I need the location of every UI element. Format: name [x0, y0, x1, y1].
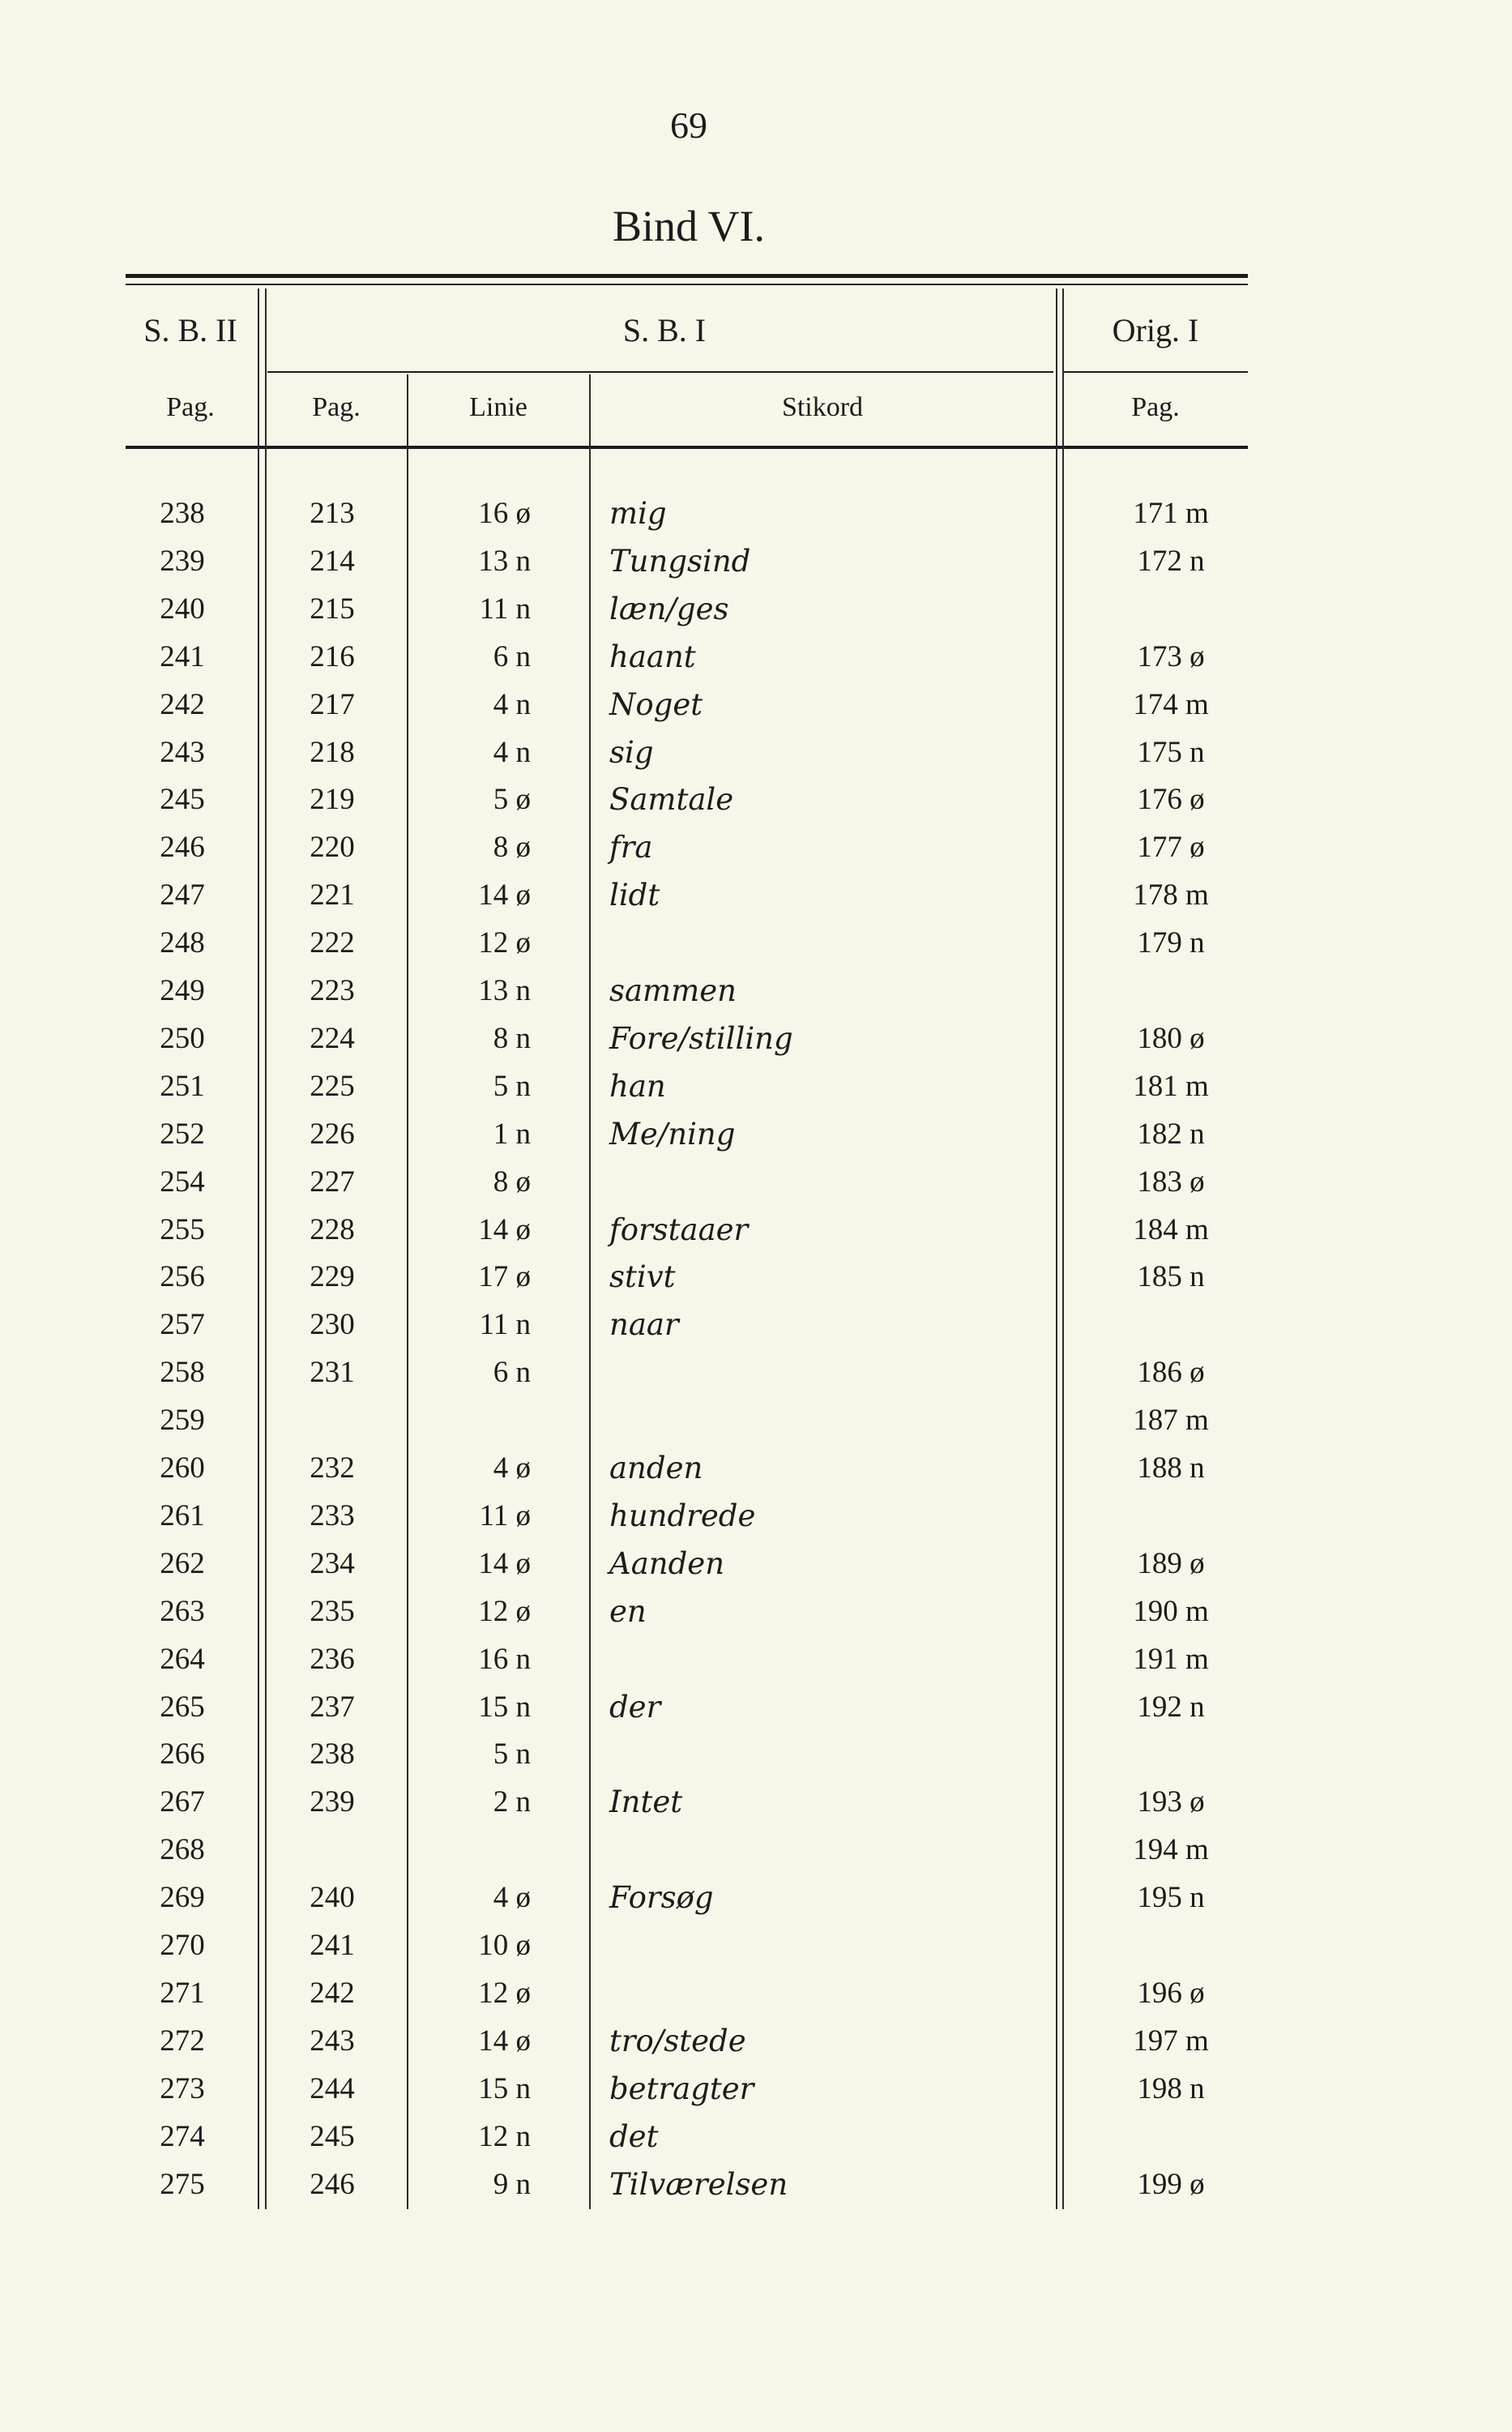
- cell-linie: 12 ø: [478, 1594, 531, 1628]
- header-orig: Orig. I: [1112, 312, 1199, 348]
- cell-sb1-pag: 242: [310, 1976, 355, 2010]
- cell-sb1-pag: 218: [310, 735, 355, 769]
- cell-orig-pag: 186 ø: [1137, 1356, 1205, 1390]
- cell-sb1-pag: 215: [310, 592, 355, 626]
- table-row: [0, 776, 1512, 823]
- cell-sb2-pag: 273: [160, 2071, 205, 2105]
- cell-sb1-pag: 234: [310, 1546, 355, 1580]
- cell-linie: 6 n: [493, 639, 531, 673]
- cell-sb2-pag: 268: [160, 1833, 205, 1867]
- cell-linie: 1 n: [493, 1117, 531, 1151]
- cell-orig-pag: 199 ø: [1137, 2167, 1205, 2201]
- cell-orig-pag: 183 ø: [1137, 1165, 1205, 1199]
- cell-sb1-pag: 228: [310, 1212, 355, 1246]
- cell-sb1-pag: 230: [310, 1308, 355, 1342]
- cell-linie: 11 ø: [479, 1498, 531, 1532]
- cell-linie: 5 n: [493, 1737, 531, 1772]
- cell-stikord: en: [609, 1593, 647, 1629]
- cell-sb1-pag: 235: [310, 1594, 355, 1628]
- cell-stikord: Forsøg: [609, 1880, 714, 1916]
- cell-stikord: [609, 1730, 1014, 1778]
- cell-stikord: betragter: [609, 2071, 754, 2106]
- cell-sb2-pag: 259: [160, 1404, 205, 1438]
- subheader-linie: Linie: [469, 392, 527, 422]
- table-row: [0, 1348, 1512, 1396]
- cell-stikord: læn/ges: [609, 591, 729, 626]
- cell-stikord: Tilværelsen: [609, 2166, 788, 2202]
- cell-sb1-pag: 229: [310, 1260, 355, 1294]
- cell-linie: 13 n: [478, 974, 531, 1007]
- cell-stikord: han: [609, 1068, 666, 1104]
- cell-linie: 17 ø: [478, 1260, 531, 1294]
- top-rule: [126, 274, 1248, 278]
- cell-sb2-pag: 264: [160, 1642, 205, 1676]
- cell-stikord: [609, 1635, 1014, 1683]
- cell-sb2-pag: 260: [160, 1451, 205, 1485]
- cell-orig-pag: 179 n: [1137, 926, 1205, 960]
- cell-sb2-pag: 261: [160, 1498, 205, 1532]
- cell-sb2-pag: 249: [160, 974, 205, 1007]
- cell-linie: 12 ø: [478, 1976, 531, 2010]
- cell-sb1-pag: 227: [310, 1165, 355, 1199]
- cell-linie: 11 n: [479, 592, 531, 626]
- cell-sb1-pag: 226: [310, 1117, 355, 1151]
- subheader-sb2-pag: Pag.: [166, 392, 215, 422]
- table-row: [0, 537, 1512, 585]
- cell-sb1-pag: 216: [310, 639, 355, 673]
- table-row: [0, 2161, 1512, 2208]
- volume-title: Bind VI.: [612, 202, 766, 250]
- cell-stikord: Aanden: [609, 1545, 725, 1581]
- cell-stikord: hundrede: [609, 1498, 756, 1533]
- cell-linie: 11 n: [479, 1308, 531, 1342]
- cell-stikord: fra: [609, 830, 653, 866]
- cell-sb1-pag: 246: [310, 2167, 355, 2201]
- cell-sb2-pag: 262: [160, 1546, 205, 1580]
- table-row: [0, 1301, 1512, 1348]
- cell-orig-pag: 177 ø: [1137, 831, 1205, 865]
- cell-sb2-pag: 243: [160, 735, 205, 769]
- cell-orig-pag: [1102, 2113, 1240, 2161]
- table-row: [0, 729, 1512, 776]
- cell-sb1-pag: [275, 1826, 389, 1874]
- cell-orig-pag: 188 n: [1137, 1451, 1205, 1485]
- cell-sb1-pag: 223: [310, 974, 355, 1007]
- table-row: [0, 1874, 1512, 1921]
- cell-stikord: [609, 1348, 1014, 1396]
- table-row: [0, 1540, 1512, 1588]
- cell-orig-pag: 187 m: [1133, 1404, 1209, 1438]
- table-row: [0, 2065, 1512, 2113]
- cell-sb2-pag: 270: [160, 1929, 205, 1962]
- cell-sb2-pag: 274: [160, 2119, 205, 2153]
- table-row: [0, 1921, 1512, 1969]
- table-row: [0, 2017, 1512, 2065]
- cell-sb2-pag: 240: [160, 592, 205, 626]
- table-row: [0, 1635, 1512, 1683]
- cell-orig-pag: [1102, 967, 1240, 1015]
- cell-sb2-pag: 241: [160, 639, 205, 673]
- cell-linie: 14 ø: [478, 878, 531, 913]
- cell-linie: 14 ø: [478, 1212, 531, 1246]
- cell-sb1-pag: [275, 1396, 389, 1444]
- table-row: [0, 1969, 1512, 2017]
- cell-sb1-pag: 224: [310, 1021, 355, 1055]
- cell-linie: 8 ø: [493, 1165, 531, 1199]
- cell-linie: 8 n: [493, 1021, 531, 1055]
- cell-orig-pag: 178 m: [1133, 878, 1209, 913]
- table-row: [0, 633, 1512, 681]
- table-row: [0, 681, 1512, 729]
- cell-linie: 14 ø: [478, 2024, 531, 2058]
- cell-linie: 12 ø: [478, 926, 531, 960]
- cell-sb2-pag: 257: [160, 1308, 205, 1342]
- cell-sb2-pag: 255: [160, 1212, 205, 1246]
- table-row: [0, 1396, 1512, 1444]
- cell-linie: 4 ø: [493, 1881, 531, 1915]
- cell-sb2-pag: 267: [160, 1785, 205, 1819]
- cell-orig-pag: 193 ø: [1137, 1785, 1205, 1819]
- cell-sb2-pag: 246: [160, 831, 205, 865]
- cell-stikord: Tungsind: [609, 543, 751, 579]
- cell-stikord: mig: [609, 496, 667, 531]
- table-row: [0, 871, 1512, 919]
- cell-sb2-pag: 239: [160, 544, 205, 578]
- cell-sb2-pag: 242: [160, 687, 205, 721]
- cell-sb2-pag: 251: [160, 1069, 205, 1103]
- table-row: [0, 919, 1512, 967]
- cell-orig-pag: [1102, 1492, 1240, 1540]
- cell-linie: 13 n: [478, 544, 531, 578]
- cell-orig-pag: 191 m: [1133, 1642, 1209, 1676]
- table-row: [0, 2113, 1512, 2161]
- cell-sb1-pag: 243: [310, 2024, 355, 2058]
- table-row: [0, 823, 1512, 871]
- cell-orig-pag: [1102, 585, 1240, 633]
- cell-linie: 16 n: [478, 1642, 531, 1676]
- header-sub-rule-orig: [1063, 371, 1248, 373]
- cell-sb1-pag: 236: [310, 1642, 355, 1676]
- cell-linie: 16 ø: [478, 497, 531, 530]
- cell-orig-pag: 176 ø: [1137, 783, 1205, 817]
- cell-linie: 15 n: [478, 2071, 531, 2105]
- cell-sb2-pag: 254: [160, 1165, 205, 1199]
- table-row: [0, 1444, 1512, 1492]
- cell-stikord: [609, 1396, 1014, 1444]
- cell-orig-pag: 175 n: [1137, 735, 1205, 769]
- cell-stikord: forstaaer: [609, 1212, 749, 1247]
- cell-sb1-pag: 244: [310, 2071, 355, 2105]
- cell-stikord: naar: [609, 1307, 679, 1343]
- header-sub-rule: [267, 371, 1053, 373]
- cell-orig-pag: 190 m: [1133, 1594, 1209, 1628]
- table-row: [0, 1826, 1512, 1874]
- cell-orig-pag: 185 n: [1137, 1260, 1205, 1294]
- cell-sb2-pag: 269: [160, 1881, 205, 1915]
- cell-sb1-pag: 220: [310, 831, 355, 865]
- cell-stikord: anden: [609, 1451, 703, 1485]
- cell-linie: [421, 1826, 531, 1874]
- cell-sb2-pag: 271: [160, 1976, 205, 2010]
- cell-sb1-pag: 217: [310, 687, 355, 721]
- cell-linie: 5 ø: [493, 783, 531, 817]
- cell-stikord: [609, 919, 1014, 967]
- header-sb1: S. B. I: [622, 312, 707, 348]
- cell-sb2-pag: 247: [160, 878, 205, 913]
- cell-sb1-pag: 240: [310, 1881, 355, 1915]
- cell-linie: 9 n: [493, 2167, 531, 2201]
- cell-orig-pag: 182 n: [1137, 1117, 1205, 1151]
- cell-sb1-pag: 239: [310, 1785, 355, 1819]
- cell-sb1-pag: 219: [310, 783, 355, 817]
- cell-stikord: sammen: [609, 973, 737, 1008]
- cell-sb1-pag: 213: [310, 497, 355, 530]
- cell-stikord: haant: [609, 639, 696, 674]
- cell-orig-pag: 172 n: [1137, 544, 1205, 578]
- cell-orig-pag: 181 m: [1133, 1069, 1209, 1103]
- table-row: [0, 585, 1512, 633]
- page-number: 69: [670, 105, 707, 146]
- cell-orig-pag: 194 m: [1133, 1833, 1209, 1867]
- cell-sb2-pag: 250: [160, 1021, 205, 1055]
- cell-stikord: Noget: [609, 686, 703, 722]
- subheader-sb1-pag: Pag.: [312, 392, 361, 422]
- table-row: [0, 1730, 1512, 1778]
- cell-stikord: [609, 1921, 1014, 1969]
- cell-orig-pag: 195 n: [1137, 1881, 1205, 1915]
- cell-linie: 4 n: [493, 687, 531, 721]
- cell-sb1-pag: 221: [310, 878, 355, 913]
- cell-orig-pag: 197 m: [1133, 2024, 1209, 2058]
- subheader-orig-pag: Pag.: [1131, 392, 1180, 422]
- cell-sb1-pag: 214: [310, 544, 355, 578]
- cell-stikord: det: [609, 2118, 659, 2154]
- cell-stikord: [609, 1158, 1014, 1206]
- cell-sb2-pag: 266: [160, 1737, 205, 1772]
- table-row: [0, 1588, 1512, 1635]
- cell-stikord: tro/stede: [609, 2023, 746, 2058]
- cell-linie: 8 ø: [493, 831, 531, 865]
- cell-orig-pag: 198 n: [1137, 2071, 1205, 2105]
- table-row: [0, 967, 1512, 1015]
- cell-orig-pag: 184 m: [1133, 1212, 1209, 1246]
- subheader-stikord: Stikord: [781, 392, 864, 422]
- header-bottom-rule: [126, 446, 1248, 449]
- cell-stikord: [609, 1969, 1014, 2017]
- cell-orig-pag: 192 n: [1137, 1690, 1205, 1724]
- cell-linie: 5 n: [493, 1069, 531, 1103]
- cell-sb1-pag: 237: [310, 1690, 355, 1724]
- cell-stikord: Samtale: [609, 782, 734, 818]
- table-row: [0, 489, 1512, 537]
- cell-stikord: lidt: [609, 878, 660, 913]
- cell-sb2-pag: 265: [160, 1690, 205, 1724]
- cell-sb1-pag: 241: [310, 1929, 355, 1962]
- top-rule-thin: [126, 284, 1248, 285]
- cell-sb1-pag: 222: [310, 926, 355, 960]
- cell-orig-pag: 171 m: [1133, 497, 1209, 530]
- cell-linie: 4 n: [493, 735, 531, 769]
- cell-stikord: Intet: [609, 1784, 683, 1820]
- cell-sb1-pag: 231: [310, 1356, 355, 1390]
- cell-sb2-pag: 238: [160, 497, 205, 530]
- header-sb2: S. B. II: [143, 312, 237, 348]
- cell-sb2-pag: 263: [160, 1594, 205, 1628]
- cell-linie: 4 ø: [493, 1451, 531, 1485]
- cell-orig-pag: [1102, 1730, 1240, 1778]
- cell-linie: 14 ø: [478, 1546, 531, 1580]
- cell-orig-pag: [1102, 1921, 1240, 1969]
- cell-linie: 15 n: [478, 1690, 531, 1724]
- table-row: [0, 1492, 1512, 1540]
- cell-linie: 10 ø: [478, 1929, 531, 1962]
- cell-stikord: sig: [609, 734, 654, 770]
- table-row: [0, 1683, 1512, 1731]
- table-row: [0, 1778, 1512, 1826]
- cell-sb2-pag: 272: [160, 2024, 205, 2058]
- table-row: [0, 1158, 1512, 1206]
- cell-stikord: Me/ning: [609, 1116, 736, 1152]
- table-row: [0, 1015, 1512, 1062]
- table-row: [0, 1206, 1512, 1254]
- table-row: [0, 1110, 1512, 1158]
- cell-orig-pag: 173 ø: [1137, 639, 1205, 673]
- cell-sb2-pag: 258: [160, 1356, 205, 1390]
- cell-sb1-pag: 238: [310, 1737, 355, 1772]
- cell-stikord: stivt: [609, 1259, 676, 1295]
- cell-stikord: [609, 1826, 1014, 1874]
- table-row: [0, 1253, 1512, 1301]
- cell-linie: 6 n: [493, 1356, 531, 1390]
- cell-linie: 2 n: [493, 1785, 531, 1819]
- cell-orig-pag: 180 ø: [1137, 1021, 1205, 1055]
- cell-sb1-pag: 225: [310, 1069, 355, 1103]
- cell-sb2-pag: 248: [160, 926, 205, 960]
- cell-sb2-pag: 275: [160, 2167, 205, 2201]
- table-row: [0, 1062, 1512, 1110]
- cell-orig-pag: 196 ø: [1137, 1976, 1205, 2010]
- cell-stikord: Fore/stilling: [609, 1020, 793, 1056]
- cell-orig-pag: [1102, 1301, 1240, 1348]
- cell-stikord: der: [609, 1689, 661, 1725]
- cell-sb1-pag: 233: [310, 1498, 355, 1532]
- cell-orig-pag: 174 m: [1133, 687, 1209, 721]
- cell-linie: 12 n: [478, 2119, 531, 2153]
- cell-sb1-pag: 232: [310, 1451, 355, 1485]
- cell-linie: [421, 1396, 531, 1444]
- cell-sb1-pag: 245: [310, 2119, 355, 2153]
- cell-sb2-pag: 252: [160, 1117, 205, 1151]
- cell-orig-pag: 189 ø: [1137, 1546, 1205, 1580]
- cell-sb2-pag: 245: [160, 783, 205, 817]
- cell-sb2-pag: 256: [160, 1260, 205, 1294]
